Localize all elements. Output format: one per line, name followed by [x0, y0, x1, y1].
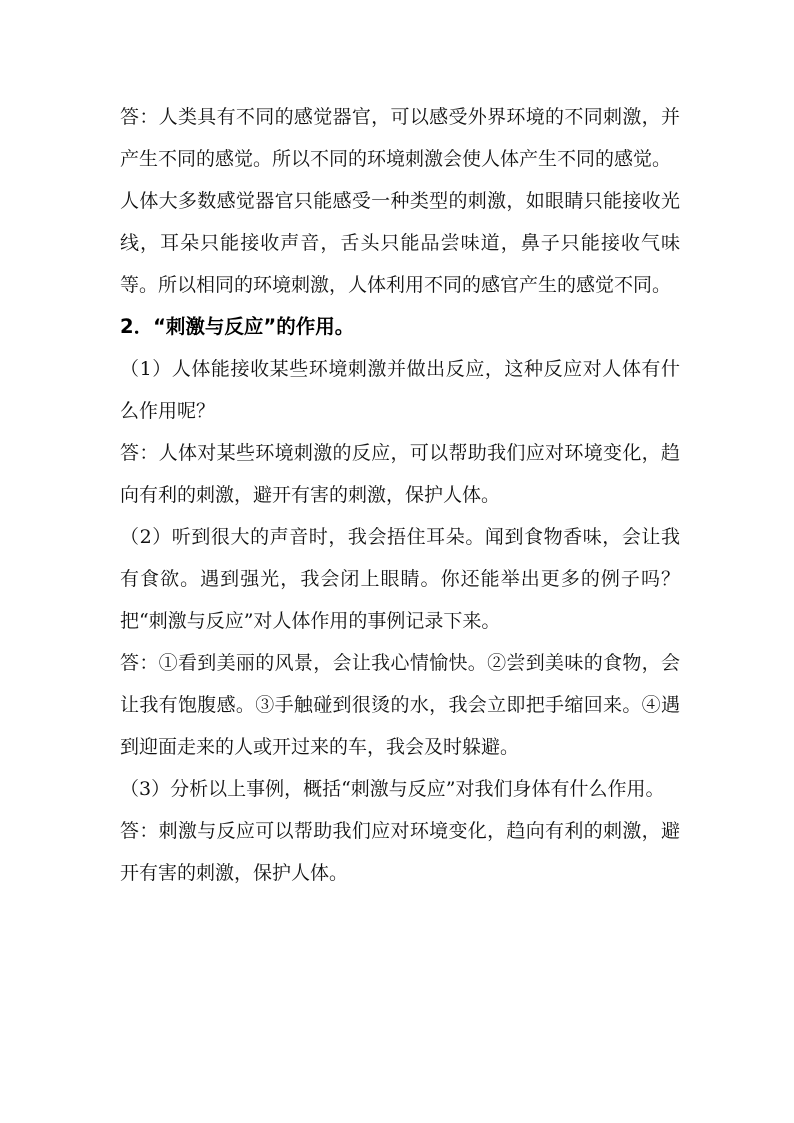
question-paragraph: （2）听到很大的声音时，我会捂住耳朵。闻到食物香味，会让我有食欲。遇到强光，我会闭上眼睛。你还能举出更多的例子吗？把“刺激与反应”对人体作用的事例记录下来。 — [120, 526, 680, 632]
question-paragraph: （3）分析以上事例，概括“刺激与反应”对我们身体有什么作用。 — [120, 778, 665, 800]
answer-paragraph: 答：人体对某些环境刺激的反应，可以帮助我们应对环境变化，趋向有利的刺激，避开有害的刺激，保护人体。 — [120, 442, 680, 506]
question-paragraph: （1）人体能接收某些环境刺激并做出反应，这种反应对人体有什么作用呢？ — [120, 358, 680, 422]
answer-paragraph: 答：①看到美丽的风景，会让我心情愉快。②尝到美味的食物，会让我有饱腹感。③手触碰到很烫的水，我会立即把手缩回来。④遇到迎面走来的人或开过来的车，我会及时躲避。 — [120, 652, 680, 758]
explanation-paragraph: 人体大多数感觉器官只能感受一种类型的刺激，如眼睛只能接收光线，耳朵只能接收声音，舌头只能品尝味道，鼻子只能接收气味等。所以相同的环境刺激，人体利用不同的感官产生的感觉不同。 — [120, 190, 680, 296]
document-body — [120, 96, 680, 894]
answer-paragraph: 答：刺激与反应可以帮助我们应对环境变化，趋向有利的刺激，避开有害的刺激，保护人体。 — [120, 820, 680, 884]
answer-paragraph: 答：人类具有不同的感觉器官，可以感受外界环境的不同刺激，并产生不同的感觉。所以不同的环境刺激会使人体产生不同的感觉。 — [120, 106, 680, 170]
section-heading: 2．“刺激与反应”的作用。 — [120, 315, 355, 338]
